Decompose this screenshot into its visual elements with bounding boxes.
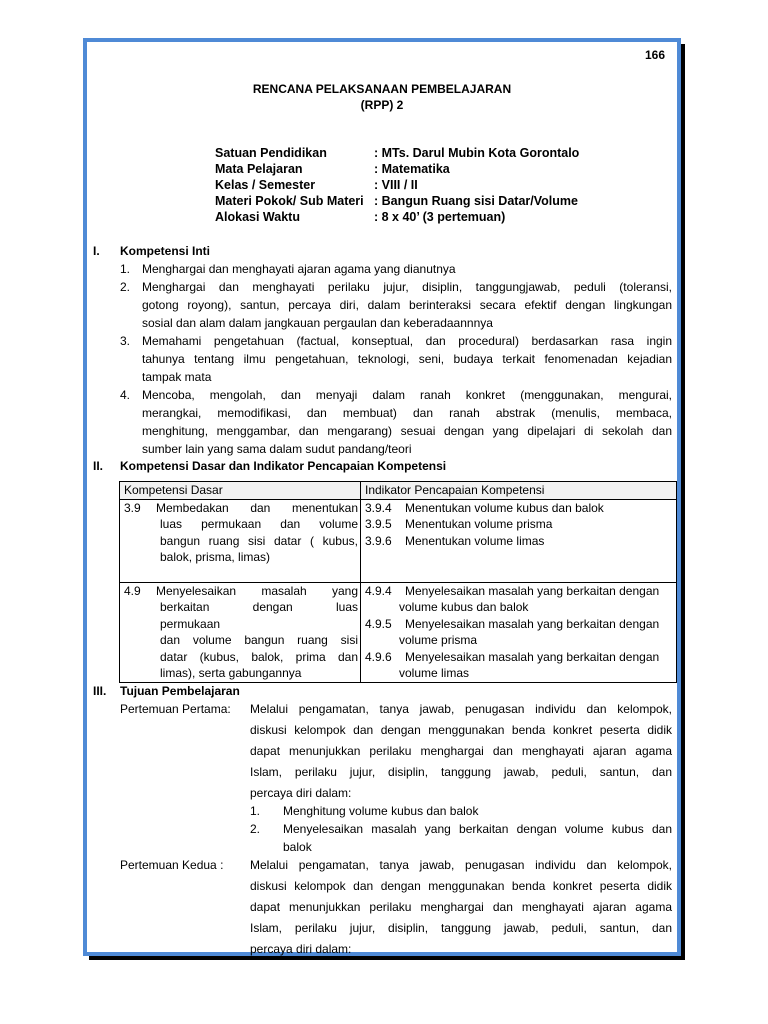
document-title: RENCANA PELAKSANAAN PEMBELAJARAN <box>252 82 512 96</box>
indicator-cell <box>361 499 677 582</box>
indicator-cell <box>361 582 677 682</box>
section-number: II. <box>93 459 104 473</box>
indicator-text: Menentukan volume limas <box>405 533 545 548</box>
identity-label: Kelas / Semester <box>215 178 316 192</box>
identity-value: : Matematika <box>374 162 450 176</box>
list-item-text: tampak mata <box>142 370 212 384</box>
list-item-text: gotong royong), santun, percaya diri, dalam berinteraksi secara efektif dengan lingkungan <box>142 298 672 312</box>
objective-text: diskusi kelompok dan dengan menggunakan benda konkret peserta didik <box>250 723 672 737</box>
section-heading: Kompetensi Dasar dan Indikator Pencapaian Kompetensi <box>120 459 447 473</box>
kd-text: Menyelesaikan masalah yang <box>156 583 358 598</box>
objective-text: Melalui pengamatan, tanya jawab, penugasan individu dan kelompok, <box>250 702 672 716</box>
list-number: 3. <box>120 334 131 348</box>
list-item-text: menghitung, menggambar, dan mengarang) sesuai dengan yang dipelajari di sekolah dan <box>142 424 672 438</box>
list-item-text: tahunya tentang ilmu pengetahuan, teknologi, seni, budaya terkait fenomenadan kejadian <box>142 352 672 366</box>
indicator-number: 3.9.4 <box>365 500 392 515</box>
indicator-text: volume kubus dan balok <box>399 600 529 614</box>
list-item-text: merangkai, memodifikasi, dan membuat) dan ranah abstrak (menulis, membaca, <box>142 406 672 420</box>
meeting-label: Pertemuan Pertama: <box>120 702 231 716</box>
table-header: Kompetensi Dasar <box>120 482 361 500</box>
kd-text: Membedakan dan menentukan <box>156 500 358 515</box>
identity-value: : Bangun Ruang sisi Datar/Volume <box>374 194 578 208</box>
objective-text: dapat menunjukkan perilaku menghargai dan menghayati ajaran agama <box>250 900 672 914</box>
table-row <box>120 582 677 682</box>
kd-text: balok, prisma, limas) <box>160 550 271 564</box>
kd-text: luas permukaan dan volume <box>160 517 358 531</box>
competency-table <box>119 481 677 683</box>
kd-text: datar (kubus, balok, prima dan <box>160 649 358 664</box>
identity-label: Materi Pokok/ Sub Materi <box>215 194 364 208</box>
section-number: III. <box>93 684 107 698</box>
kd-number: 3.9 <box>124 500 141 515</box>
meeting-label: Pertemuan Kedua : <box>120 858 224 872</box>
section-heading: Tujuan Pembelajaran <box>120 684 240 698</box>
table-row <box>120 499 677 582</box>
kd-text: bangun ruang sisi datar ( kubus, <box>160 533 358 548</box>
indicator-text: Menyelesaikan masalah yang berkaitan dengan <box>405 616 660 631</box>
list-number: 2. <box>120 280 131 294</box>
section-heading: Kompetensi Inti <box>120 244 211 258</box>
objective-text: diskusi kelompok dan dengan menggunakan benda konkret peserta didik <box>250 879 672 893</box>
identity-value: : MTs. Darul Mubin Kota Gorontalo <box>374 146 580 160</box>
kd-text: berkaitan dengan luas <box>160 600 358 614</box>
identity-value: : VIII / II <box>374 178 418 192</box>
list-number: 4. <box>120 388 131 402</box>
objective-item-text: Menghitung volume kubus dan balok <box>283 804 479 818</box>
objective-item-text: balok <box>283 840 312 854</box>
list-item-text: Menghargai dan menghayati ajaran agama yang dianutnya <box>142 262 456 276</box>
table-header-row <box>120 482 677 500</box>
objective-item-text: Menyelesaikan masalah yang berkaitan dengan volume kubus dan <box>283 822 672 836</box>
indicator-text: Menyelesaikan masalah yang berkaitan dengan <box>405 583 660 598</box>
list-item-text: Mencoba, mengolah, dan menyaji dalam ranah konkret (menggunakan, mengurai, <box>142 388 672 402</box>
indicator-number: 4.9.5 <box>365 616 392 631</box>
list-number: 2. <box>250 822 261 836</box>
objective-text: percaya diri dalam: <box>250 786 352 800</box>
identity-label: Mata Pelajaran <box>215 162 303 176</box>
list-number: 1. <box>250 804 261 818</box>
indicator-text: Menyelesaikan masalah yang berkaitan dengan <box>405 649 660 664</box>
indicator-number: 3.9.6 <box>365 533 392 548</box>
objective-text: Melalui pengamatan, tanya jawab, penugasan individu dan kelompok, <box>250 858 672 872</box>
section-number: I. <box>93 244 100 258</box>
kd-cell <box>120 582 361 682</box>
page-number: 166 <box>644 48 665 62</box>
indicator-text: Menentukan volume prisma <box>405 517 553 531</box>
objective-text: dapat menunjukkan perilaku menghargai dan menghayati ajaran agama <box>250 744 672 758</box>
kd-text: limas), serta gabungannya <box>160 666 302 680</box>
list-item-text: Menghargai dan menghayati perilaku jujur, disiplin, tanggungjawab, peduli (toleransi, <box>142 280 672 294</box>
indicator-number: 3.9.5 <box>365 517 392 531</box>
kd-text: permukaan <box>160 616 221 631</box>
identity-label: Alokasi Waktu <box>215 210 300 224</box>
list-item-text: Memahami pengetahuan (factual, konseptual, dan procedural) berdasarkan rasa ingin <box>142 334 672 348</box>
objective-text: Islam, perilaku jujur, disiplin, tanggung jawab, peduli, santun, dan <box>250 765 672 779</box>
identity-value: : 8 x 40’ (3 pertemuan) <box>374 210 506 224</box>
indicator-text: volume limas <box>399 666 470 680</box>
table-header: Indikator Pencapaian Kompetensi <box>361 482 677 500</box>
objective-text: Islam, perilaku jujur, disiplin, tanggung jawab, peduli, santun, dan <box>250 921 672 935</box>
kd-cell <box>120 499 361 582</box>
indicator-number: 4.9.4 <box>365 583 392 598</box>
list-number: 1. <box>120 262 131 276</box>
list-item-text: sosial dan alam dalam jangkauan pergaulan dan keberadaannnya <box>142 316 493 330</box>
objective-text: percaya diri dalam: <box>250 942 352 956</box>
identity-label: Satuan Pendidikan <box>215 146 327 160</box>
kd-number: 4.9 <box>124 583 141 598</box>
list-item-text: sumber lain yang sama dalam sudut pandang/teori <box>142 442 412 456</box>
document-page <box>83 38 681 956</box>
document-subtitle: (RPP) 2 <box>360 98 404 112</box>
indicator-text: volume prisma <box>399 633 478 647</box>
indicator-text: Menentukan volume kubus dan balok <box>405 500 604 515</box>
kd-text: dan volume bangun ruang sisi <box>160 633 358 647</box>
indicator-number: 4.9.6 <box>365 649 392 664</box>
